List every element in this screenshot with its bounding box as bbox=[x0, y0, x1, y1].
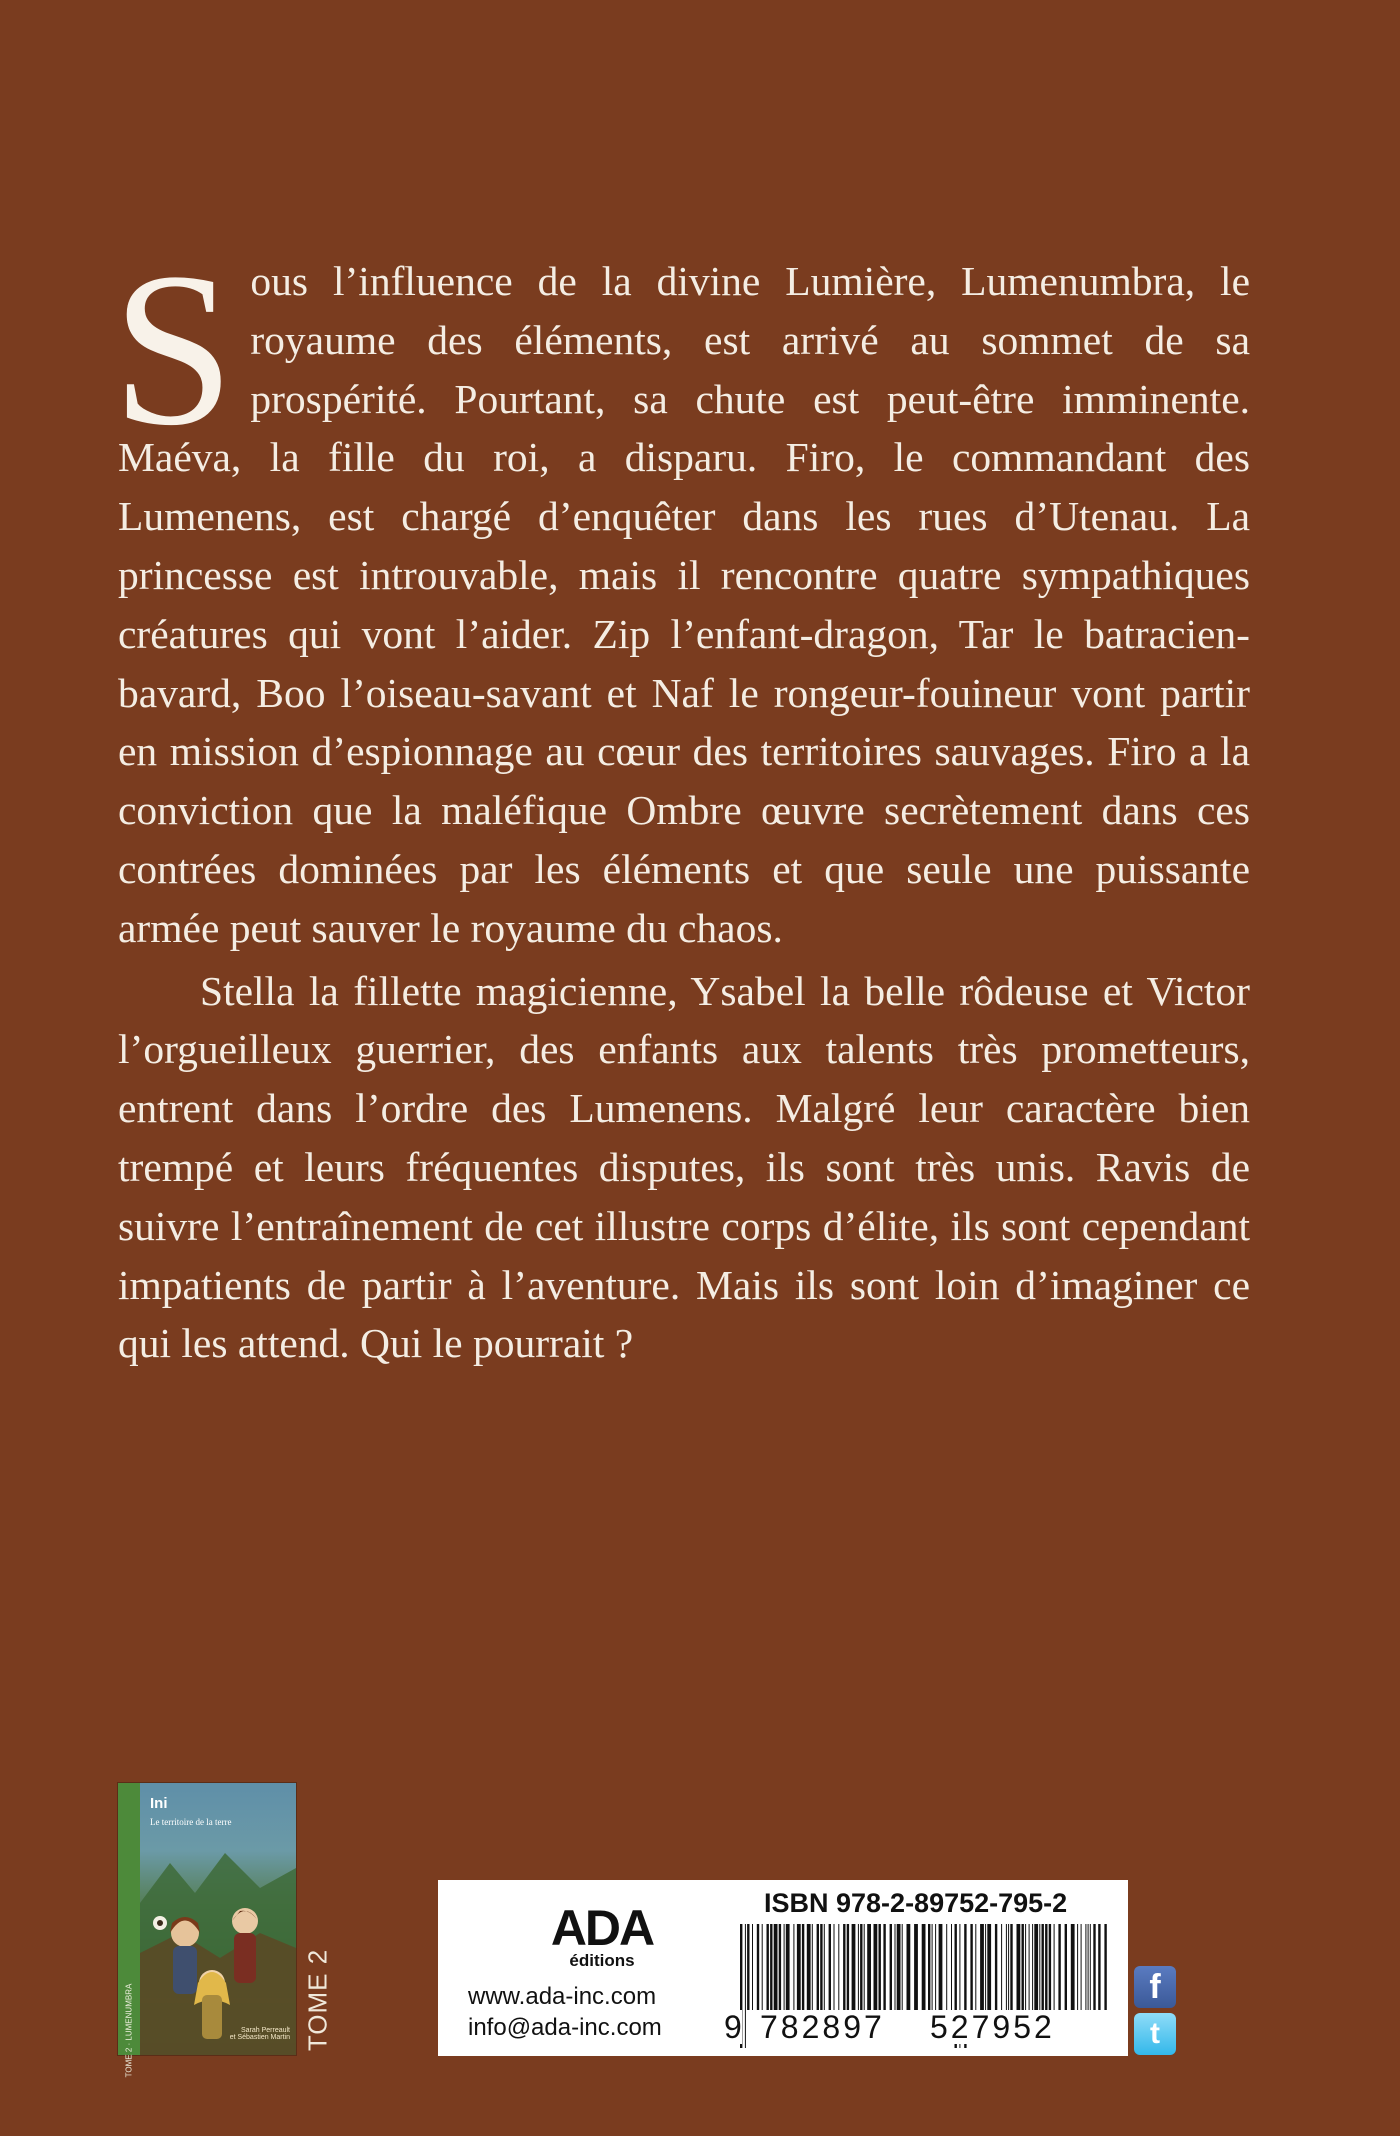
barcode-bar bbox=[883, 1924, 885, 2010]
barcode-bar bbox=[1029, 1924, 1030, 2010]
barcode-bar bbox=[1054, 1924, 1055, 2010]
blurb-paragraph-1-text: ous l’influence de la divine Lumière, Lumenumbra, le royaume des éléments, est arrivé au sommet de sa prospérité. Pourtant, sa chute est peut-être imminente. Maéva, la fille du roi, a disparu. Firo, le commandant des Lumenens, est chargé d’enquêter dans les rues d’Utenau. La princesse est introuvable, mais il rencontre quatre sympathiques créatures qui vont l’aider. Zip l’enfant-dragon, Tar le batracien-bavard, Boo l’oiseau-savant et Naf le rongeur-fouineur vont partir en mission d’espionnage au cœur des territoires sauvages. Firo a la conviction que la maléfique Ombre œuvre secrètement dans ces contrées dominées par les éléments et que seule une puissante armée peut sauver le royaume du chaos. bbox=[118, 258, 1250, 951]
barcode-bar bbox=[987, 1924, 991, 2010]
barcode-bar bbox=[774, 1924, 778, 2010]
facebook-glyph: f bbox=[1149, 1967, 1161, 2006]
mini-cover-title: Ini bbox=[150, 1795, 168, 1812]
barcode-bar bbox=[1085, 1924, 1086, 2010]
barcode-bar bbox=[980, 1924, 984, 2010]
barcode-bar bbox=[1001, 1924, 1002, 2010]
barcode-bar bbox=[745, 1924, 746, 2048]
barcode-bar bbox=[1042, 1924, 1044, 2010]
publisher-box bbox=[438, 1880, 1128, 2056]
twitter-glyph: t bbox=[1150, 2017, 1160, 2050]
twitter-icon[interactable] bbox=[1134, 2013, 1176, 2055]
barcode-bar bbox=[852, 1924, 856, 2010]
barcode-bar bbox=[820, 1924, 822, 2010]
barcode-bar bbox=[1032, 1924, 1033, 2010]
barcode-bar bbox=[1071, 1924, 1075, 2010]
barcode-bar bbox=[812, 1924, 813, 2010]
barcode-bar bbox=[802, 1924, 804, 2010]
blurb-paragraph-2: Stella la fillette magicienne, Ysabel la belle rôdeuse et Victor l’orgueilleux guerrier, des enfants aux talents très prometteurs, entrent dans l’ordre des Lumenens. Malgré leur caractère bien trempé et leurs fréquentes disputes, ils sont très unis. Ravis de suivre l’entraînement de cet illustre corps d’élite, ils sont cependant impatients de partir à l’aventure. Mais ils sont loin d’imaginer ce qui les attend. Qui le pourrait ? bbox=[118, 967, 1250, 1367]
barcode-bar bbox=[824, 1924, 825, 2010]
barcode-bar bbox=[895, 1924, 896, 2010]
barcode-bar bbox=[1065, 1924, 1067, 2010]
barcode-bar bbox=[890, 1924, 892, 2010]
back-cover-blurb bbox=[112, 227, 1250, 1373]
publisher-website[interactable]: www.ada-inc.com bbox=[468, 1983, 657, 2010]
barcode-bar bbox=[1088, 1924, 1089, 2010]
barcode-bar bbox=[995, 1924, 997, 2010]
barcode-bar bbox=[897, 1924, 901, 2010]
barcode-bar bbox=[817, 1924, 819, 2010]
barcode-bar bbox=[786, 1924, 790, 2010]
publisher-logo-main: ADA bbox=[550, 1900, 654, 1956]
barcode-bar bbox=[843, 1924, 845, 2010]
tome-label-text: TOME 2 bbox=[302, 1948, 333, 2052]
barcode-bar bbox=[1034, 1924, 1038, 2010]
facebook-icon[interactable] bbox=[1134, 1966, 1176, 2008]
barcode-bar bbox=[834, 1924, 835, 2010]
barcode-bar bbox=[829, 1924, 831, 2010]
barcode-bar bbox=[970, 1924, 972, 2010]
barcode-bar bbox=[838, 1924, 839, 2010]
barcode-bar bbox=[985, 1924, 986, 2010]
publisher-email[interactable]: info@ada-inc.com bbox=[468, 2014, 662, 2041]
barcode-bar bbox=[1077, 1924, 1078, 2010]
barcode-bar bbox=[1022, 1924, 1024, 2010]
barcode-bar bbox=[797, 1924, 801, 2010]
barcode-bar bbox=[879, 1924, 881, 2010]
barcode-bar bbox=[922, 1924, 926, 2010]
barcode-bar bbox=[793, 1924, 794, 2010]
barcode-bar bbox=[767, 1924, 769, 2010]
barcode-bar bbox=[928, 1924, 930, 2010]
barcode-bar bbox=[752, 1924, 753, 2010]
barcode-bar bbox=[935, 1924, 936, 2010]
mini-cover-spine bbox=[118, 1783, 140, 2078]
barcode-bar bbox=[1006, 1924, 1007, 2010]
barcode-bar bbox=[807, 1924, 811, 2010]
barcode-bar bbox=[914, 1924, 918, 2010]
barcode-bar bbox=[1090, 1924, 1091, 2010]
barcode-bar bbox=[747, 1924, 749, 2010]
mini-cover-front bbox=[140, 1783, 296, 2055]
mini-cover-authors: Sarah Perreault et Sébastien Martin bbox=[229, 2027, 290, 2041]
barcode-bar bbox=[1058, 1924, 1060, 2010]
barcode-bar bbox=[762, 1924, 763, 2010]
barcode-bar bbox=[1010, 1924, 1012, 2010]
barcode-bar bbox=[770, 1924, 772, 2010]
isbn-label: ISBN 978-2-89752-795-2 bbox=[764, 1888, 1068, 1918]
ean-group-2: 527952 bbox=[930, 2009, 1055, 2045]
barcode-bar bbox=[1017, 1924, 1021, 2010]
barcode-bar bbox=[864, 1924, 865, 2010]
barcode-bar bbox=[1093, 1924, 1095, 2010]
barcode-bar bbox=[1045, 1924, 1047, 2010]
barcode-bar bbox=[757, 1924, 759, 2010]
barcode-bar bbox=[946, 1924, 947, 2010]
barcode-bar bbox=[1104, 1924, 1106, 2010]
publisher-logo-sub: éditions bbox=[569, 1951, 635, 1970]
barcode-bar bbox=[907, 1924, 911, 2010]
barcode-bar bbox=[1049, 1924, 1051, 2010]
tome-label bbox=[298, 1940, 338, 2060]
barcode-bar bbox=[1008, 1924, 1009, 2010]
ean-first-digit: 9 bbox=[724, 2009, 742, 2045]
drop-cap: S bbox=[112, 227, 235, 471]
barcode-bar bbox=[867, 1924, 871, 2010]
barcode-bar bbox=[860, 1924, 862, 2010]
mini-cover-subtitle: Le territoire de la terre bbox=[150, 1817, 232, 1827]
barcode-bar bbox=[784, 1924, 785, 2010]
barcode-bar bbox=[858, 1924, 859, 2010]
barcode-bar bbox=[847, 1924, 849, 2010]
publisher-logo bbox=[522, 1900, 682, 1970]
barcode-bar bbox=[1025, 1924, 1026, 2010]
barcode-bar bbox=[1081, 1924, 1082, 2010]
barcode-bar bbox=[975, 1924, 976, 2010]
blurb-paragraph-1 bbox=[112, 227, 1250, 958]
ean-group-1: 782897 bbox=[760, 2009, 885, 2045]
barcode-bar bbox=[939, 1924, 943, 2010]
barcode-bar bbox=[932, 1924, 933, 2010]
barcode-bar bbox=[1098, 1924, 1100, 2010]
mini-book-cover bbox=[118, 1783, 296, 2078]
barcode-bar bbox=[874, 1924, 878, 2010]
barcode-bar bbox=[951, 1924, 952, 2010]
barcode-bar bbox=[902, 1924, 903, 2010]
mini-cover-spine-text: TOME 2 · LUMENUMBRA bbox=[124, 1983, 134, 2078]
barcode-bar bbox=[779, 1924, 781, 2010]
barcode-bar bbox=[1039, 1924, 1040, 2010]
